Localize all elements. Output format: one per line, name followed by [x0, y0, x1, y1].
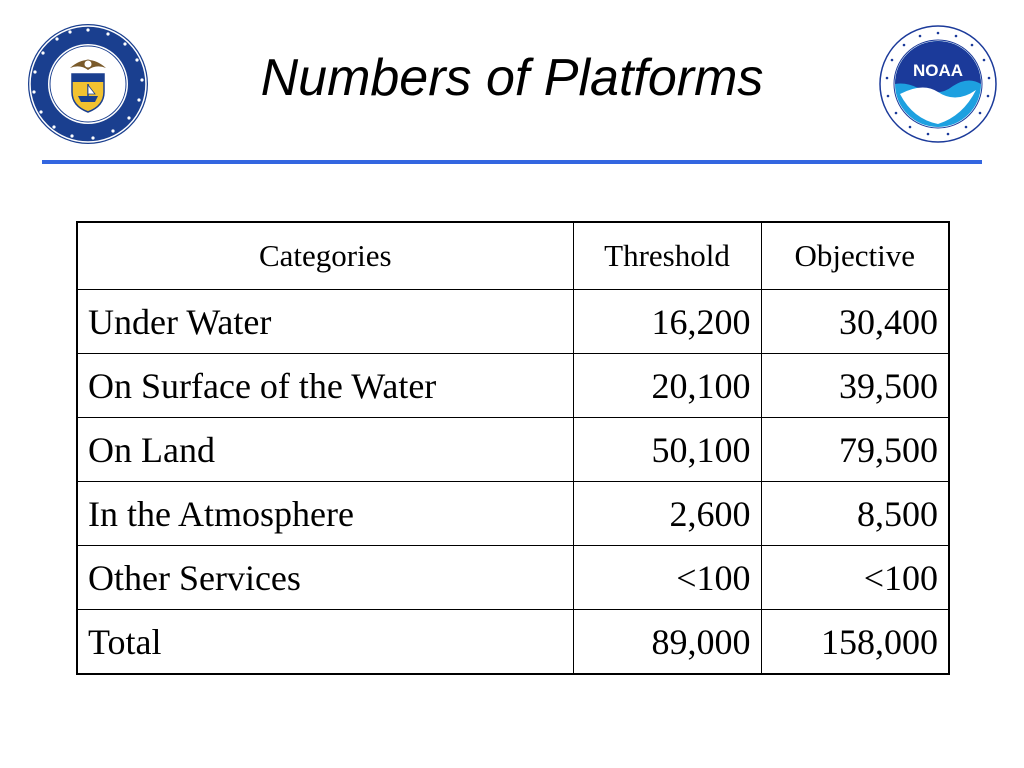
table-row: [77, 290, 949, 354]
category-cell: Other Services: [77, 546, 573, 610]
category-cell: In the Atmosphere: [77, 482, 573, 546]
threshold-cell: 16,200: [573, 290, 761, 354]
header-categories: Categories: [77, 222, 573, 290]
noaa-logo-text: NOAA: [912, 61, 964, 80]
header-threshold: Threshold: [573, 222, 761, 290]
page-title: Numbers of Platforms: [260, 49, 764, 107]
table-row: [77, 418, 949, 482]
threshold-cell: 89,000: [573, 610, 761, 675]
noaa-logo: [878, 24, 998, 144]
objective-cell: 30,400: [761, 290, 949, 354]
table-row: [77, 546, 949, 610]
category-cell: Total: [77, 610, 573, 675]
objective-cell: 8,500: [761, 482, 949, 546]
threshold-cell: 50,100: [573, 418, 761, 482]
table-row: [77, 482, 949, 546]
platforms-table: [76, 221, 950, 675]
table-row: [77, 354, 949, 418]
objective-cell: 158,000: [761, 610, 949, 675]
threshold-cell: 20,100: [573, 354, 761, 418]
threshold-cell: 2,600: [573, 482, 761, 546]
table-header-row: [77, 222, 949, 290]
objective-cell: 39,500: [761, 354, 949, 418]
threshold-cell: <100: [573, 546, 761, 610]
objective-cell: 79,500: [761, 418, 949, 482]
objective-cell: <100: [761, 546, 949, 610]
category-cell: Under Water: [77, 290, 573, 354]
table-row-total: [77, 610, 949, 675]
category-cell: On Surface of the Water: [77, 354, 573, 418]
category-cell: On Land: [77, 418, 573, 482]
title-underline: [42, 160, 982, 164]
header-objective: Objective: [761, 222, 949, 290]
